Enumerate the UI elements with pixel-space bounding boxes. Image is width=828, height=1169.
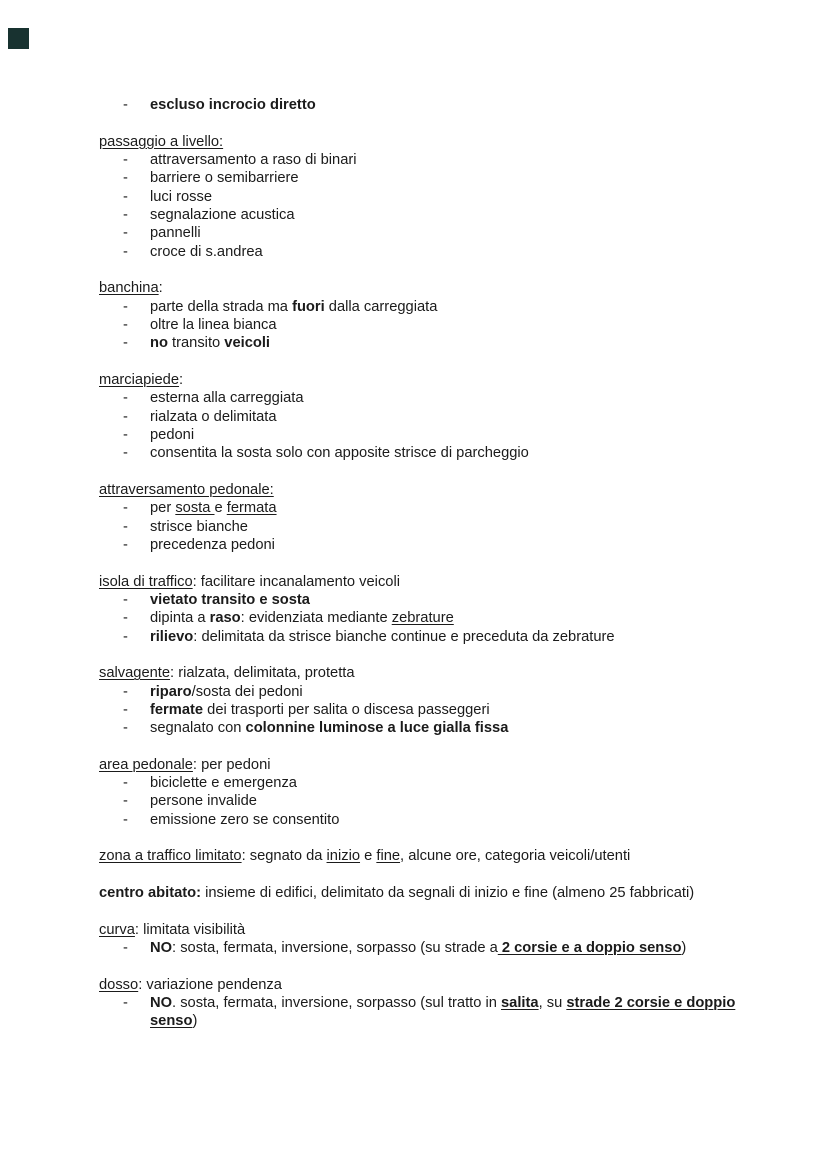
section-heading xyxy=(99,371,748,389)
text-run: : limitata visibilità xyxy=(134,921,246,938)
list-item xyxy=(99,499,748,517)
text-run: marciapiede xyxy=(99,371,180,388)
dash-bullet: - xyxy=(123,775,128,792)
text-run: /sosta dei pedoni xyxy=(191,683,303,700)
list-item xyxy=(99,701,748,719)
section-marciapiede xyxy=(99,371,748,463)
dash-bullet: - xyxy=(123,390,128,407)
dash-bullet: - xyxy=(123,408,128,425)
text-run: no xyxy=(150,335,168,352)
list-item xyxy=(99,298,748,316)
list-item xyxy=(99,518,748,536)
list-item xyxy=(99,243,748,261)
section-heading xyxy=(99,664,748,682)
text-run: pedoni xyxy=(150,426,195,443)
section-heading xyxy=(99,481,748,499)
dash-bullet: - xyxy=(123,97,128,113)
list-item xyxy=(99,316,748,334)
text-run: dipinta a xyxy=(150,610,210,627)
dash-bullet: - xyxy=(123,225,128,242)
text-run: veicoli xyxy=(224,335,271,352)
list-item xyxy=(99,609,748,627)
list-item xyxy=(99,206,748,224)
text-run: precedenza pedoni xyxy=(150,536,275,553)
text-run: rialzata o delimitata xyxy=(150,408,277,425)
text-run: salvagente xyxy=(99,665,171,682)
dash-bullet: - xyxy=(123,995,128,1012)
text-run: parte della strada ma xyxy=(150,298,293,315)
text-run: consentita la sosta solo con apposite strisce di parcheggio xyxy=(150,445,529,462)
dash-bullet: - xyxy=(123,591,128,608)
list-item xyxy=(99,96,748,114)
dash-bullet: - xyxy=(123,445,128,462)
text-run: : xyxy=(179,371,184,388)
text-run: rilievo xyxy=(150,628,194,645)
dash-bullet: - xyxy=(123,206,128,223)
text-run: : rialzata, delimitata, protetta xyxy=(170,665,355,682)
text-run: : sosta, fermata, inversione, sorpasso (su strade a xyxy=(172,940,498,957)
text-run: attraversamento pedonale: xyxy=(99,481,274,498)
dash-bullet: - xyxy=(123,426,128,443)
dash-bullet: - xyxy=(123,683,128,700)
dash-bullet: - xyxy=(123,701,128,718)
text-run: riparo xyxy=(150,683,192,700)
text-run: fine xyxy=(376,848,401,865)
text-run: ) xyxy=(192,1013,198,1030)
list-item xyxy=(99,426,748,444)
text-run: zebrature xyxy=(391,610,454,627)
text-run: transito xyxy=(167,335,225,352)
text-run: : evidenziata mediante xyxy=(240,610,392,627)
text-run: isola di traffico xyxy=(99,573,193,590)
text-run: vietato transito e sosta xyxy=(150,591,310,608)
text-run: sosta xyxy=(175,500,215,517)
text-run: : per pedoni xyxy=(192,756,271,773)
section-heading xyxy=(99,133,748,151)
dash-bullet: - xyxy=(123,536,128,553)
text-run: emissione zero se consentito xyxy=(150,811,340,828)
list-item xyxy=(99,444,748,462)
text-run: strisce bianche xyxy=(150,518,248,535)
list-item xyxy=(99,792,748,810)
text-run: area pedonale xyxy=(99,756,193,773)
section-heading xyxy=(99,976,748,994)
section-heading xyxy=(99,756,748,774)
section-heading xyxy=(99,884,748,902)
text-run: luci rosse xyxy=(150,188,213,205)
text-run: : segnato da xyxy=(241,848,327,865)
list-item xyxy=(99,774,748,792)
dash-bullet: - xyxy=(123,316,128,333)
text-run: : xyxy=(158,280,163,297)
text-run: NO xyxy=(150,940,173,957)
text-run: zona a traffico limitato xyxy=(99,848,242,865)
text-run: dei trasporti per salita o discesa passeggeri xyxy=(203,701,490,718)
text-run: escluso incrocio diretto xyxy=(150,97,316,113)
text-run: e xyxy=(360,848,377,865)
text-run: segnalato con xyxy=(150,720,246,737)
dash-bullet: - xyxy=(123,518,128,535)
list-item xyxy=(99,683,748,701)
list-item xyxy=(99,536,748,554)
text-run: , su xyxy=(538,995,567,1012)
list-item xyxy=(99,188,748,206)
list-item xyxy=(99,994,748,1031)
dash-bullet: - xyxy=(123,500,128,517)
text-run: biciclette e emergenza xyxy=(150,775,297,792)
text-run: curva xyxy=(99,921,135,938)
list-item xyxy=(99,334,748,352)
section-heading xyxy=(99,847,748,865)
text-run: banchina xyxy=(99,280,159,297)
section-heading xyxy=(99,921,748,939)
text-run: croce di s.andrea xyxy=(150,243,263,260)
section-curva xyxy=(99,921,748,958)
list-item xyxy=(99,224,748,242)
dash-bullet: - xyxy=(123,335,128,352)
text-run: insieme di edifici, delimitato da segnali di inizio e fine (almeno 25 fabbricati) xyxy=(201,885,695,902)
text-run: 2 corsie e a doppio senso xyxy=(497,940,682,957)
section-zona-a-traffico-limitato xyxy=(99,847,748,865)
text-run: ) xyxy=(681,940,687,957)
dash-bullet: - xyxy=(123,628,128,645)
list-item xyxy=(99,811,748,829)
section-heading xyxy=(99,279,748,297)
text-run: fuori xyxy=(292,298,325,315)
dash-bullet: - xyxy=(123,793,128,810)
text-run: centro abitato: xyxy=(99,885,202,902)
text-run: strade 2 corsie e doppio senso xyxy=(150,995,736,1030)
dash-bullet: - xyxy=(123,940,128,957)
dash-bullet: - xyxy=(123,720,128,737)
text-run: dalla carreggiata xyxy=(324,298,438,315)
text-run: e xyxy=(214,500,227,517)
text-run: persone invalide xyxy=(150,793,257,810)
text-run: passaggio a livello: xyxy=(99,133,224,150)
text-run: colonnine luminose a luce gialla fissa xyxy=(245,720,509,737)
text-run: attraversamento a raso di binari xyxy=(150,151,357,168)
section-dosso xyxy=(99,976,748,1031)
text-run: NO xyxy=(150,995,173,1012)
list-item xyxy=(99,939,748,957)
section-attraversamento-pedonale xyxy=(99,481,748,554)
list-item xyxy=(99,628,748,646)
document-blocks xyxy=(99,96,748,1031)
text-run: per xyxy=(150,500,176,517)
text-run: inizio xyxy=(326,848,361,865)
section-passaggio-a-livello xyxy=(99,133,748,261)
text-run: , alcune ore, categoria veicoli/utenti xyxy=(400,848,631,865)
dash-bullet: - xyxy=(123,170,128,187)
list-item xyxy=(99,591,748,609)
dash-bullet: - xyxy=(123,811,128,828)
text-run: dosso xyxy=(99,976,139,993)
text-run: : variazione pendenza xyxy=(138,976,282,993)
section-salvagente xyxy=(99,664,748,737)
text-run: : facilitare incanalamento veicoli xyxy=(192,573,400,590)
text-run: pannelli xyxy=(150,225,201,242)
text-run: esterna alla carreggiata xyxy=(150,390,304,407)
section-banchina xyxy=(99,279,748,352)
list-item xyxy=(99,151,748,169)
text-run: fermata xyxy=(226,500,277,517)
dash-bullet: - xyxy=(123,188,128,205)
text-run: fermate xyxy=(150,701,204,718)
list-item xyxy=(99,389,748,407)
dash-bullet: - xyxy=(123,151,128,168)
dash-bullet: - xyxy=(123,610,128,627)
list-item xyxy=(99,408,748,426)
text-run: salita xyxy=(501,995,539,1012)
text-run: oltre la linea bianca xyxy=(150,316,277,333)
text-run: : delimitata da strisce bianche continue e preceduta da zebrature xyxy=(193,628,615,645)
section-escluso-incrocio xyxy=(99,96,748,114)
section-heading xyxy=(99,573,748,591)
list-item xyxy=(99,169,748,187)
text-run: barriere o semibarriere xyxy=(150,170,299,187)
text-run: raso xyxy=(209,610,241,627)
dash-bullet: - xyxy=(123,243,128,260)
text-run: segnalazione acustica xyxy=(150,206,295,223)
text-run: . sosta, fermata, inversione, sorpasso (sul tratto in xyxy=(172,995,502,1012)
section-area-pedonale xyxy=(99,756,748,829)
section-centro-abitato xyxy=(99,884,748,902)
section-isola-di-traffico xyxy=(99,573,748,646)
list-item xyxy=(99,719,748,737)
dash-bullet: - xyxy=(123,298,128,315)
